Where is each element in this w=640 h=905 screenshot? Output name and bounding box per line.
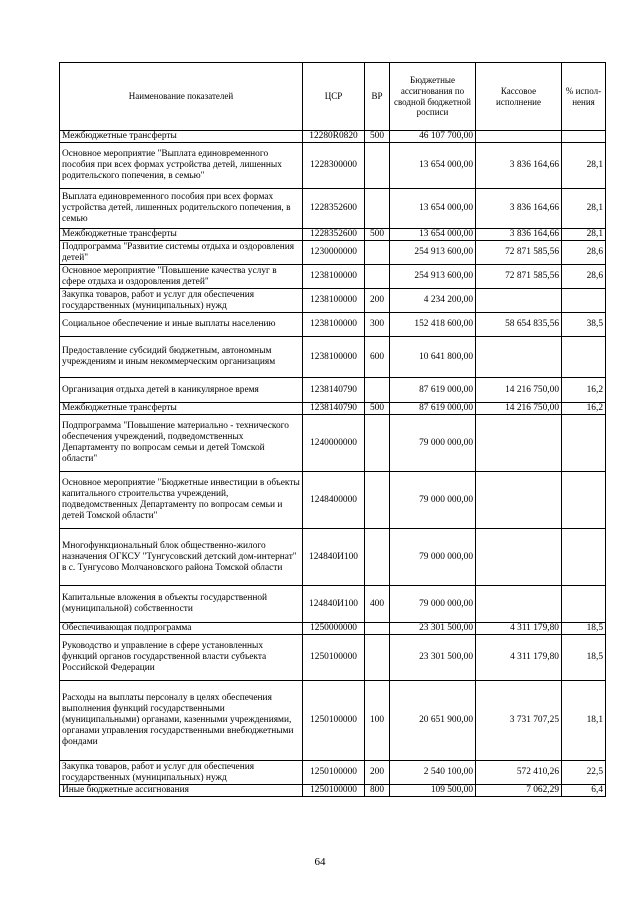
header-cash: Кассовое исполнение bbox=[476, 63, 562, 131]
row-assignments: 10 641 800,00 bbox=[390, 337, 476, 378]
row-percent: 28,6 bbox=[562, 265, 606, 289]
row-csr: 1238100000 bbox=[303, 265, 365, 289]
row-name: Межбюджетные трансферты bbox=[60, 403, 303, 415]
row-csr: 1250100000 bbox=[303, 681, 365, 761]
row-name: Межбюджетные трансферты bbox=[60, 131, 303, 143]
page-number: 64 bbox=[314, 856, 326, 868]
row-csr: 1250100000 bbox=[303, 785, 365, 797]
row-name: Расходы на выплаты персоналу в целях обеспечения выполнения функций государственными (муниципальными) органами, казенными учреждениями, органами управления государственными внебюджетными фондами bbox=[60, 681, 303, 761]
row-vr bbox=[365, 265, 390, 289]
row-percent: 18,1 bbox=[562, 681, 606, 761]
row-assignments: 2 540 100,00 bbox=[390, 761, 476, 785]
row-csr: 12280R0820 bbox=[303, 131, 365, 143]
row-cash: 72 871 585,56 bbox=[476, 241, 562, 265]
row-csr: 1230000000 bbox=[303, 241, 365, 265]
row-vr: 300 bbox=[365, 313, 390, 337]
row-cash: 572 410,26 bbox=[476, 761, 562, 785]
row-cash: 3 836 164,66 bbox=[476, 189, 562, 229]
row-percent bbox=[562, 415, 606, 472]
row-percent: 28,6 bbox=[562, 241, 606, 265]
row-csr: 1238140790 bbox=[303, 403, 365, 415]
row-csr: 1250100000 bbox=[303, 761, 365, 785]
row-percent bbox=[562, 337, 606, 378]
row-name: Выплата единовременного пособия при всех формах устройства детей, лишенных родительского попечения, в семью bbox=[60, 189, 303, 229]
row-cash: 3 836 164,66 bbox=[476, 143, 562, 189]
row-vr bbox=[365, 189, 390, 229]
row-csr: 1250100000 bbox=[303, 635, 365, 681]
row-vr: 500 bbox=[365, 229, 390, 241]
row-percent: 38,5 bbox=[562, 313, 606, 337]
row-name: Иные бюджетные ассигнования bbox=[60, 785, 303, 797]
row-cash bbox=[476, 131, 562, 143]
row-cash bbox=[476, 586, 562, 623]
row-cash bbox=[476, 472, 562, 529]
row-assignments: 152 418 600,00 bbox=[390, 313, 476, 337]
row-name: Межбюджетные трансферты bbox=[60, 229, 303, 241]
row-vr bbox=[365, 623, 390, 635]
table-row bbox=[60, 403, 606, 415]
row-name: Предоставление субсидий бюджетным, автономным учреждениям и иным некоммерческим организациям bbox=[60, 337, 303, 378]
row-csr: 1228300000 bbox=[303, 143, 365, 189]
row-cash: 58 654 835,56 bbox=[476, 313, 562, 337]
row-assignments: 254 913 600,00 bbox=[390, 265, 476, 289]
row-percent: 16,2 bbox=[562, 378, 606, 403]
row-name: Основное мероприятие "Выплата единовременного пособия при всех формах устройства детей, лишенных родительского попечения, в семью" bbox=[60, 143, 303, 189]
header-name: Наименование показателей bbox=[60, 63, 303, 131]
row-assignments: 20 651 900,00 bbox=[390, 681, 476, 761]
row-assignments: 46 107 700,00 bbox=[390, 131, 476, 143]
row-percent: 16,2 bbox=[562, 403, 606, 415]
row-csr: 1238140790 bbox=[303, 378, 365, 403]
row-cash: 4 311 179,80 bbox=[476, 623, 562, 635]
row-percent: 18,5 bbox=[562, 635, 606, 681]
row-assignments: 79 000 000,00 bbox=[390, 472, 476, 529]
row-assignments: 13 654 000,00 bbox=[390, 229, 476, 241]
row-csr: 1228352600 bbox=[303, 229, 365, 241]
row-name: Подпрограмма "Повышение материально - технического обеспечения учреждений, подведомственных Департаменту по вопросам семьи и детей Томской области" bbox=[60, 415, 303, 472]
row-assignments: 23 301 500,00 bbox=[390, 635, 476, 681]
row-cash bbox=[476, 415, 562, 472]
row-assignments: 4 234 200,00 bbox=[390, 289, 476, 313]
row-name: Организация отдыха детей в каникулярное время bbox=[60, 378, 303, 403]
row-cash: 14 216 750,00 bbox=[476, 403, 562, 415]
row-vr: 500 bbox=[365, 131, 390, 143]
table-row bbox=[60, 785, 606, 797]
table-row bbox=[60, 586, 606, 623]
row-percent: 28,1 bbox=[562, 189, 606, 229]
row-csr: 124840И100 bbox=[303, 586, 365, 623]
row-name: Основное мероприятие "Повышение качества услуг в сфере отдыха и оздоровления детей" bbox=[60, 265, 303, 289]
header-assignments: Бюджетные ассигнования по сводной бюджетной росписи bbox=[390, 63, 476, 131]
row-cash: 3 836 164,66 bbox=[476, 229, 562, 241]
table-row bbox=[60, 623, 606, 635]
row-assignments: 79 000 000,00 bbox=[390, 415, 476, 472]
row-csr: 1240000000 bbox=[303, 415, 365, 472]
row-vr bbox=[365, 378, 390, 403]
header-vr: ВР bbox=[365, 63, 390, 131]
row-percent bbox=[562, 131, 606, 143]
row-csr: 1238100000 bbox=[303, 337, 365, 378]
row-percent bbox=[562, 586, 606, 623]
table-row bbox=[60, 761, 606, 785]
row-csr: 1238100000 bbox=[303, 313, 365, 337]
row-vr: 600 bbox=[365, 337, 390, 378]
row-csr: 1248400000 bbox=[303, 472, 365, 529]
table-row bbox=[60, 313, 606, 337]
row-assignments: 254 913 600,00 bbox=[390, 241, 476, 265]
row-name: Обеспечивающая подпрограмма bbox=[60, 623, 303, 635]
row-name: Многофункциональный блок общественно-жилого назначения ОГКСУ "Тунгусовский детский дом-интернат" в с. Тунгусово Молчановского района Томской области bbox=[60, 529, 303, 586]
row-vr: 400 bbox=[365, 586, 390, 623]
row-vr bbox=[365, 143, 390, 189]
row-vr: 800 bbox=[365, 785, 390, 797]
row-cash: 7 062,29 bbox=[476, 785, 562, 797]
row-csr: 1238100000 bbox=[303, 289, 365, 313]
row-percent: 28,1 bbox=[562, 143, 606, 189]
table-row bbox=[60, 143, 606, 189]
row-assignments: 23 301 500,00 bbox=[390, 623, 476, 635]
row-cash: 72 871 585,56 bbox=[476, 265, 562, 289]
row-percent bbox=[562, 529, 606, 586]
row-percent bbox=[562, 289, 606, 313]
row-csr: 124840И100 bbox=[303, 529, 365, 586]
row-vr: 100 bbox=[365, 681, 390, 761]
row-percent bbox=[562, 472, 606, 529]
table-row bbox=[60, 415, 606, 472]
row-assignments: 79 000 000,00 bbox=[390, 586, 476, 623]
table-row bbox=[60, 472, 606, 529]
row-vr bbox=[365, 472, 390, 529]
row-name: Социальное обеспечение и иные выплаты населению bbox=[60, 313, 303, 337]
row-cash: 4 311 179,80 bbox=[476, 635, 562, 681]
table-row bbox=[60, 681, 606, 761]
row-percent: 28,1 bbox=[562, 229, 606, 241]
row-cash bbox=[476, 337, 562, 378]
row-percent: 18,5 bbox=[562, 623, 606, 635]
row-name: Основное мероприятие "Бюджетные инвестиции в объекты капитального строительства учреждений, подведомственных Департаменту по вопросам семьи и детей Томской области" bbox=[60, 472, 303, 529]
row-vr: 200 bbox=[365, 761, 390, 785]
row-name: Руководство и управление в сфере установленных функций органов государственной власти субъекта Российской Федерации bbox=[60, 635, 303, 681]
table-row bbox=[60, 265, 606, 289]
row-percent: 22,5 bbox=[562, 761, 606, 785]
budget-execution-table bbox=[59, 62, 606, 797]
table-row bbox=[60, 635, 606, 681]
row-name: Закупка товаров, работ и услуг для обеспечения государственных (муниципальных) нужд bbox=[60, 289, 303, 313]
row-name: Закупка товаров, работ и услуг для обеспечения государственных (муниципальных) нужд bbox=[60, 761, 303, 785]
table-row bbox=[60, 337, 606, 378]
row-name: Капитальные вложения в объекты государственной (муниципальной) собственности bbox=[60, 586, 303, 623]
table-row bbox=[60, 529, 606, 586]
row-cash bbox=[476, 529, 562, 586]
table-header-row bbox=[60, 63, 606, 131]
row-vr: 200 bbox=[365, 289, 390, 313]
header-percent: % испол-нения bbox=[562, 63, 606, 131]
table-row bbox=[60, 289, 606, 313]
row-vr bbox=[365, 241, 390, 265]
row-vr bbox=[365, 529, 390, 586]
row-vr bbox=[365, 635, 390, 681]
row-csr: 1250000000 bbox=[303, 623, 365, 635]
table-row bbox=[60, 378, 606, 403]
row-assignments: 13 654 000,00 bbox=[390, 143, 476, 189]
row-name: Подпрограмма "Развитие системы отдыха и оздоровления детей" bbox=[60, 241, 303, 265]
row-assignments: 87 619 000,00 bbox=[390, 378, 476, 403]
row-assignments: 109 500,00 bbox=[390, 785, 476, 797]
row-vr bbox=[365, 415, 390, 472]
table-row bbox=[60, 241, 606, 265]
header-csr: ЦСР bbox=[303, 63, 365, 131]
row-assignments: 87 619 000,00 bbox=[390, 403, 476, 415]
row-cash: 3 731 707,25 bbox=[476, 681, 562, 761]
row-cash: 14 216 750,00 bbox=[476, 378, 562, 403]
row-assignments: 79 000 000,00 bbox=[390, 529, 476, 586]
row-assignments: 13 654 000,00 bbox=[390, 189, 476, 229]
table-row bbox=[60, 131, 606, 143]
table-row bbox=[60, 229, 606, 241]
row-cash bbox=[476, 289, 562, 313]
row-percent: 6,4 bbox=[562, 785, 606, 797]
row-vr: 500 bbox=[365, 403, 390, 415]
table-row bbox=[60, 189, 606, 229]
table-body bbox=[60, 131, 606, 797]
row-csr: 1228352600 bbox=[303, 189, 365, 229]
